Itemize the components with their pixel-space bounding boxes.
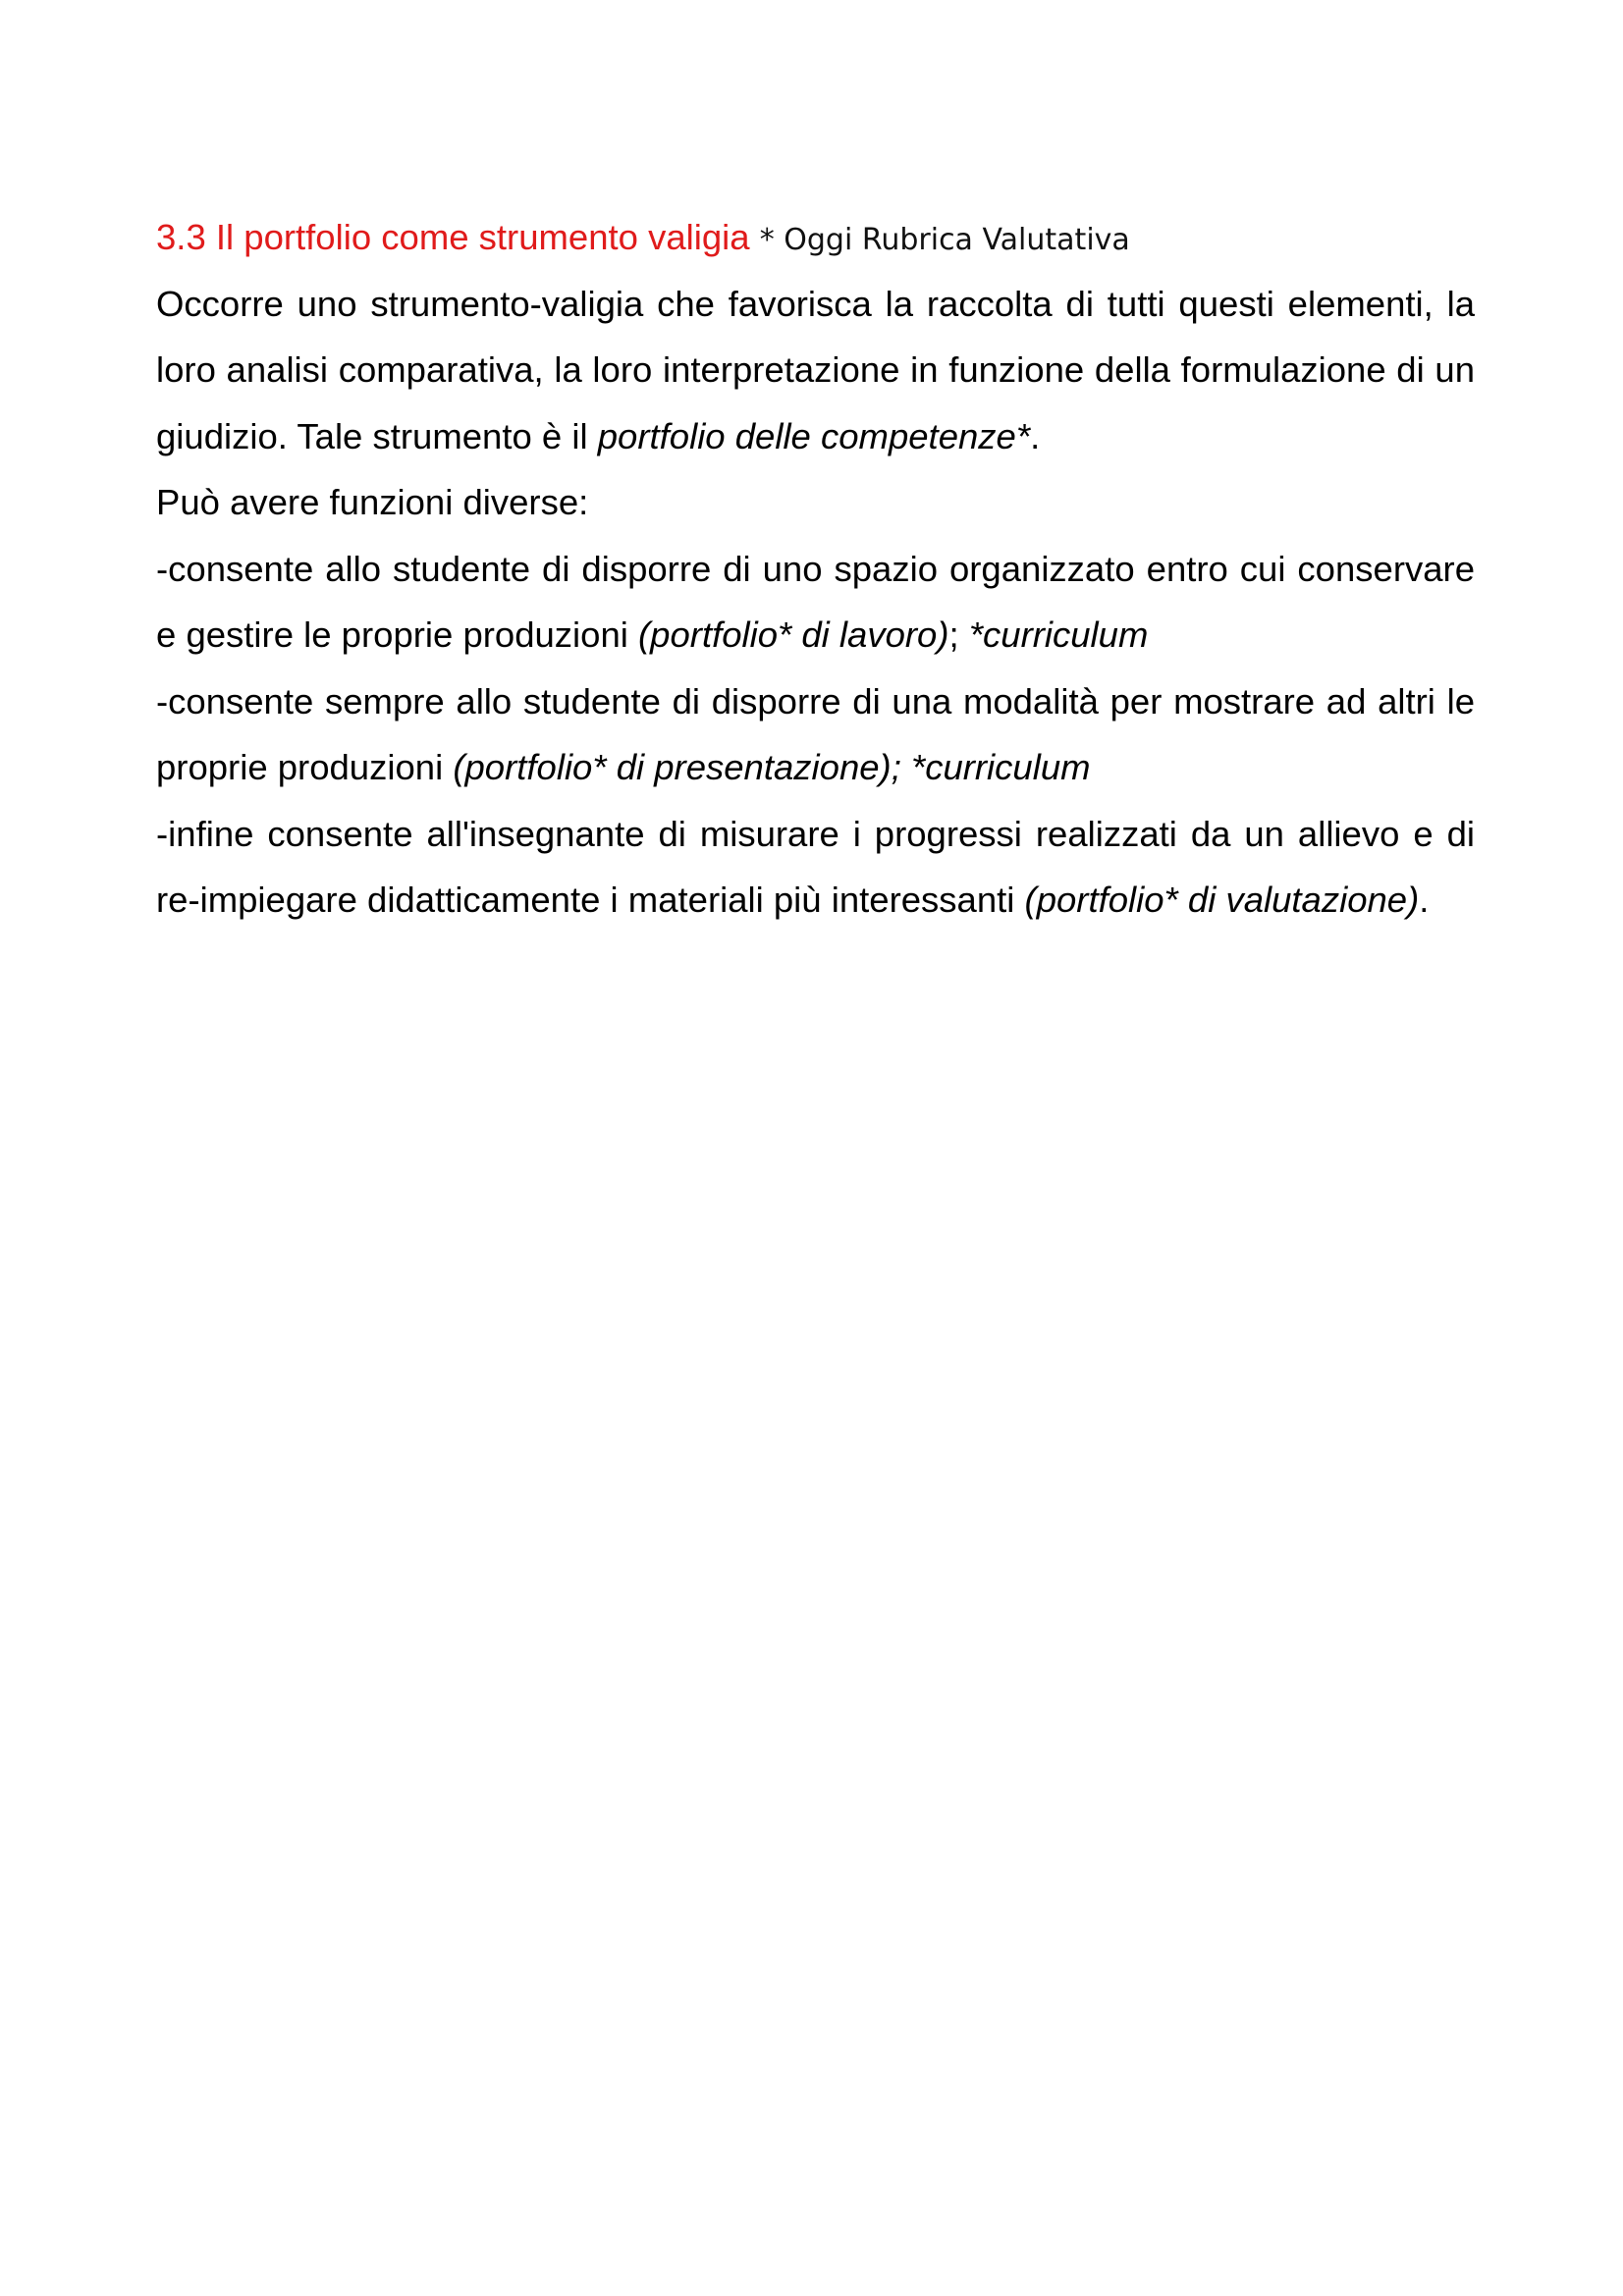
section-heading (156, 204, 1475, 271)
section-title: 3.3 Il portfolio come strumento valigia (156, 217, 750, 257)
function-item-work (156, 536, 1475, 668)
function-emphasis: (portfolio* di valutazione) (1024, 880, 1420, 920)
function-end: . (1419, 880, 1430, 920)
function-item-presentation (156, 668, 1475, 801)
intro-end: . (1030, 415, 1041, 456)
function-emphasis: (portfolio* di lavoro) (638, 614, 949, 655)
function-text: -infine consente all'insegnante di misurare i progressi realizzati da un allievo e di re-impiegare didatticamente i materiali più interessanti (156, 813, 1475, 920)
function-item-evaluation (156, 801, 1475, 934)
document-body (156, 204, 1475, 934)
function-separator: ; (948, 614, 959, 655)
function-text: -consente allo studente di disporre di uno spazio organizzato entro cui conservare e gestire le proprie produzioni (156, 548, 1475, 655)
function-emphasis: (portfolio* di presentazione); *curriculum (453, 747, 1091, 787)
section-note: * Oggi Rubrica Valutativa (759, 223, 1130, 257)
function-text: -consente sempre allo studente di disporre di una modalità per mostrare ad altri le proprie produzioni (156, 680, 1475, 787)
intro-text: Occorre uno strumento-valigia che favorisca la raccolta di tutti questi elementi, la loro analisi comparativa, la loro interpretazione in funzione della formulazione di un giudizio. Tale strumento è il (156, 283, 1475, 456)
intro-paragraph (156, 271, 1475, 470)
intro-emphasis: portfolio delle competenze* (597, 415, 1031, 456)
functions-intro: Può avere funzioni diverse: (156, 482, 589, 522)
function-tail: *curriculum (968, 614, 1149, 655)
